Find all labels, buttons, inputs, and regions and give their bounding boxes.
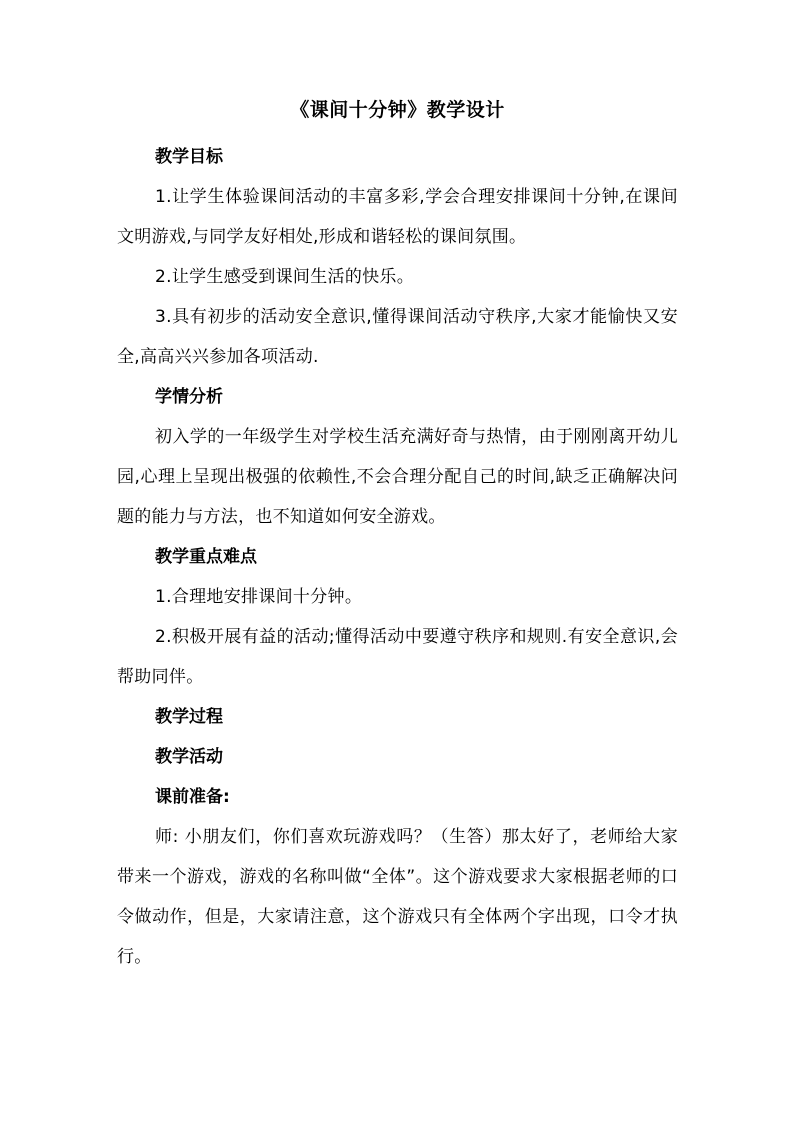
- paragraph-preparation: 师: 小朋友们，你们喜欢玩游戏吗？（生答）那太好了，老师给大家带来一个游戏，游戏的名称叫做“全体”。这个游戏要求大家根据老师的口令做动作，但是，大家请注意，这个游戏只有全体两个字出现，口令才执行。: [117, 827, 678, 967]
- section-heading-learner-analysis: 学情分析: [155, 387, 223, 407]
- paragraph-goal-3: 3.具有初步的活动安全意识,懂得课间活动守秩序,大家才能愉快又安全,高高兴兴参加各项活动.: [117, 307, 678, 367]
- paragraph-key-point-1: 1.合理地安排课间十分钟。: [155, 587, 363, 607]
- section-heading-teaching-activity: 教学活动: [155, 747, 223, 767]
- section-heading-teaching-goals: 教学目标: [155, 147, 223, 167]
- section-heading-key-points: 教学重点难点: [155, 547, 257, 567]
- paragraph-goal-1: 1.让学生体验课间活动的丰富多彩,学会合理安排课间十分钟,在课间文明游戏,与同学友好相处,形成和谐轻松的课间氛围。: [117, 187, 678, 247]
- paragraph-goal-2: 2.让学生感受到课间生活的快乐。: [155, 267, 415, 287]
- section-heading-preparation: 课前准备:: [155, 787, 230, 807]
- document-title: 《课间十分钟》教学设计: [290, 99, 505, 121]
- paragraph-learner-analysis: 初入学的一年级学生对学校生活充满好奇与热情，由于刚刚离开幼儿园,心理上呈现出极强的依赖性,不会合理分配自己的时间,缺乏正确解决问题的能力与方法，也不知道如何安全游戏。: [117, 427, 678, 527]
- document-content: [117, 97, 678, 977]
- section-heading-teaching-process: 教学过程: [155, 707, 223, 727]
- paragraph-key-point-2: 2.积极开展有益的活动;懂得活动中要遵守秩序和规则.有安全意识,会帮助同伴。: [117, 627, 678, 687]
